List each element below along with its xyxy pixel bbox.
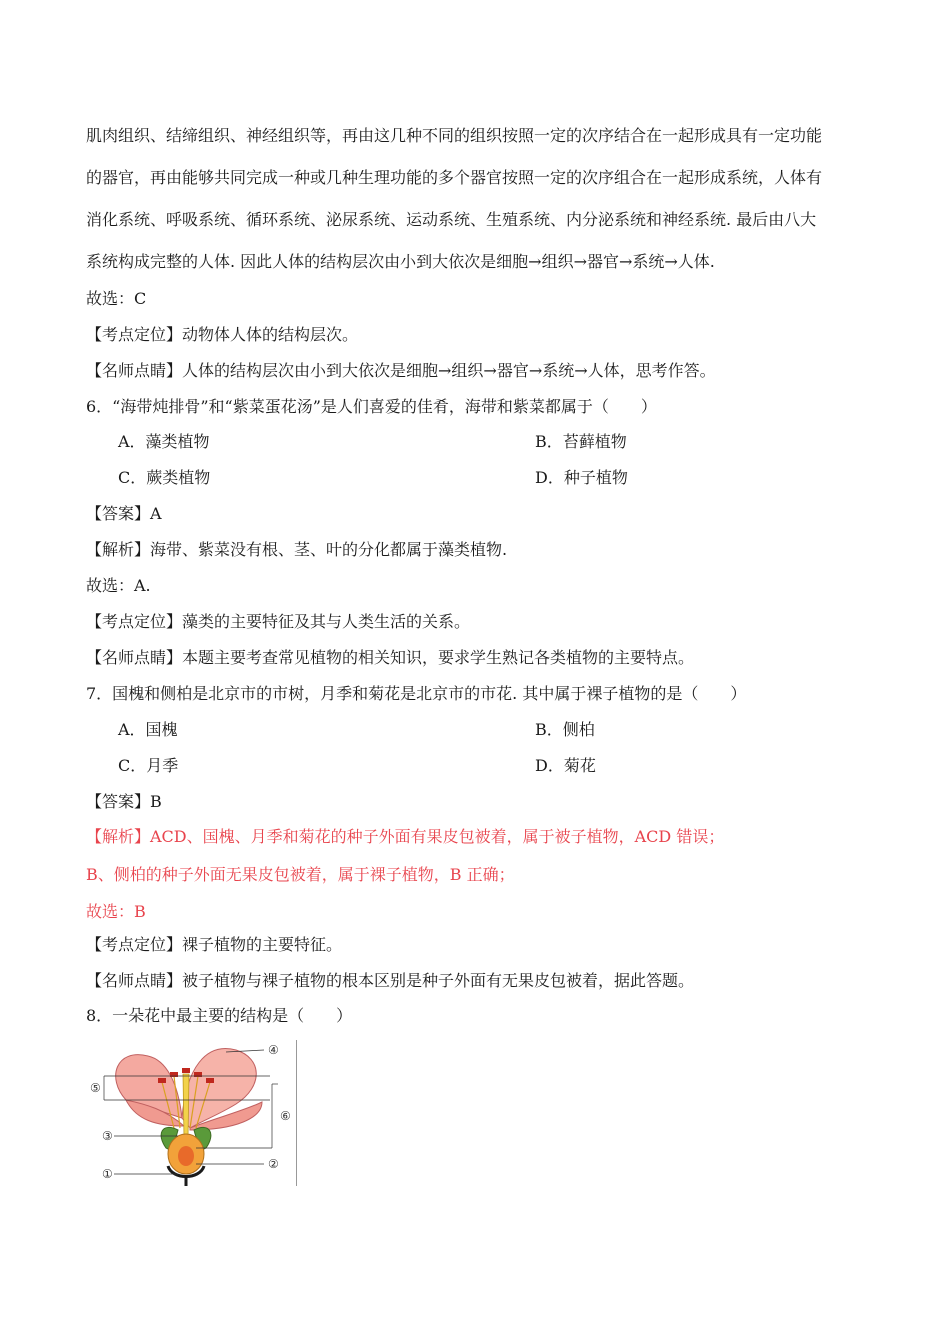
q7-choice: 故选：B	[86, 902, 146, 921]
q6-option-b: B．苔藓植物	[535, 432, 627, 451]
q7-dianjing: 【名师点睛】被子植物与裸子植物的根本区别是种子外面有无果皮包被着，据此答题。	[86, 971, 695, 990]
q7-option-c: C．月季	[118, 756, 179, 775]
q6-answer: 【答案】A	[86, 504, 162, 523]
q7-kaodian: 【考点定位】裸子植物的主要特征。	[86, 935, 343, 954]
figure-border-line	[296, 1040, 297, 1186]
q6-jiexi: 【解析】海带、紫菜没有根、茎、叶的分化都属于藻类植物.	[86, 540, 508, 559]
figure-label-4: ④	[268, 1043, 279, 1057]
paragraph-line: 消化系统、呼吸系统、循环系统、泌尿系统、运动系统、生殖系统、内分泌系统和神经系统. 最后由八大	[86, 210, 817, 229]
q6-kaodian: 【考点定位】藻类的主要特征及其与人类生活的关系。	[86, 612, 471, 631]
q7-option-b: B．侧柏	[535, 720, 595, 739]
q6-stem: 6．“海带炖排骨”和“紫菜蛋花汤”是人们喜爱的佳肴，海带和紫菜都属于（ ）	[86, 397, 657, 416]
q6-option-d: D．种子植物	[535, 468, 628, 487]
q7-option-a: A．国槐	[118, 720, 178, 739]
q8-stem: 8．一朵花中最主要的结构是（ ）	[86, 1006, 353, 1025]
q7-jiexi: 【解析】ACD、国槐、月季和菊花的种子外面有果皮包被着，属于被子植物，ACD 错误；	[86, 827, 725, 846]
q7-jiexi-2: B、侧柏的种子外面无果皮包被着，属于裸子植物，B 正确；	[86, 865, 515, 884]
q6-option-c: C．蕨类植物	[118, 468, 211, 487]
paragraph-line: 系统构成完整的人体. 因此人体的结构层次由小到大依次是细胞→组织→器官→系统→人体.	[86, 252, 715, 271]
q7-answer: 【答案】B	[86, 792, 162, 811]
figure-label-1: ①	[102, 1167, 113, 1181]
figure-label-6: ⑥	[280, 1109, 291, 1123]
q7-option-d: D．菊花	[535, 756, 596, 775]
q6-dianjing: 【名师点睛】本题主要考查常见植物的相关知识，要求学生熟记各类植物的主要特点。	[86, 648, 695, 667]
q6-choice: 故选：A.	[86, 576, 151, 595]
q5-dianjing: 【名师点睛】人体的结构层次由小到大依次是细胞→组织→器官→系统→人体，思考作答。	[86, 361, 716, 380]
figure-label-2: ②	[268, 1157, 279, 1171]
q7-stem: 7．国槐和侧柏是北京市的市树，月季和菊花是北京市的市花. 其中属于裸子植物的是（ ）	[86, 684, 747, 703]
paragraph-line: 肌肉组织、结缔组织、神经组织等，再由这几种不同的组织按照一定的次序结合在一起形成具有一定功能	[86, 126, 823, 145]
q6-option-a: A．藻类植物	[118, 432, 210, 451]
paragraph-line: 的器官，再由能够共同完成一种或几种生理功能的多个器官按照一定的次序组合在一起形成系统，人体有	[86, 168, 823, 187]
flower-structure-figure	[86, 1038, 298, 1186]
figure-label-5: ⑤	[90, 1081, 101, 1095]
q5-kaodian: 【考点定位】动物体人体的结构层次。	[86, 325, 359, 344]
q5-choice: 故选：C	[86, 289, 147, 308]
figure-label-3: ③	[102, 1129, 113, 1143]
